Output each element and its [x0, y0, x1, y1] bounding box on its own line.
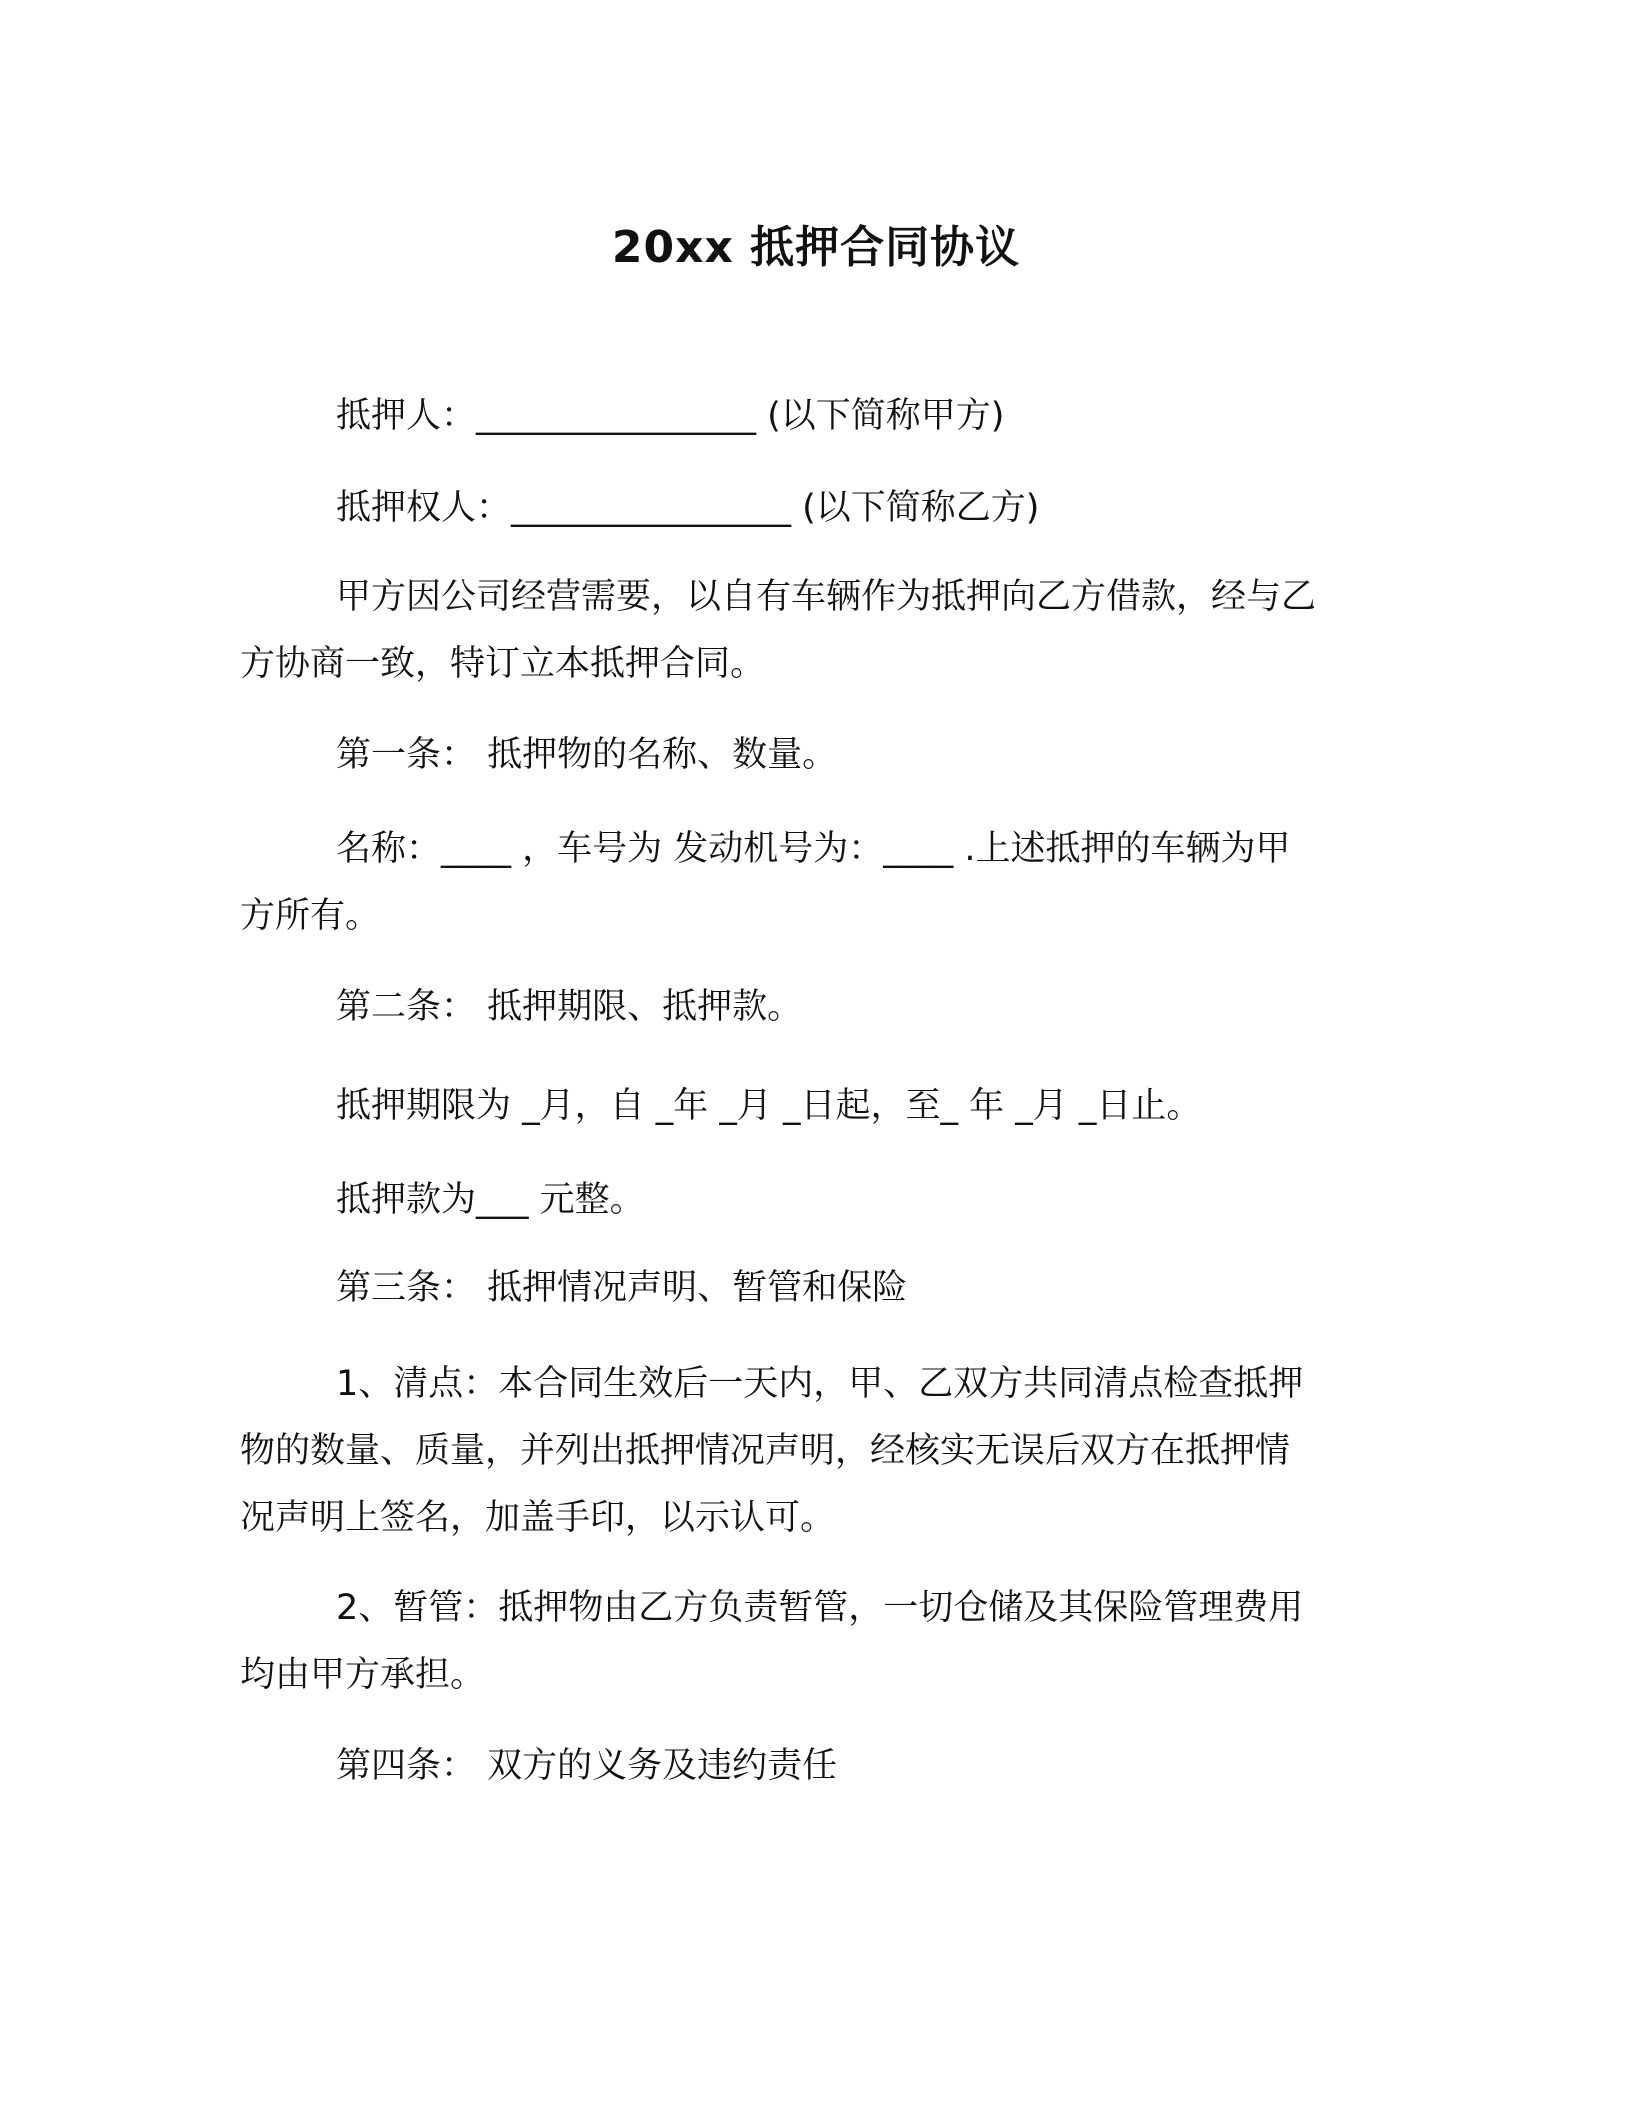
clause-1-line-2: 物的数量、质量，并列出抵押情况声明，经核实无误后双方在抵押情 — [240, 1431, 1291, 1471]
article-1-body-line-2: 方所有。 — [240, 896, 381, 936]
preamble-line-1: 甲方因公司经营需要，以自有车辆作为抵押向乙方借款，经与乙 — [336, 577, 1317, 617]
article-3-heading: 第三条： 抵押情况声明、暂管和保险 — [336, 1268, 908, 1308]
clause-1-line-1: 1、清点：本合同生效后一天内，甲、乙双方共同清点检查抵押 — [336, 1364, 1304, 1404]
clause-1-line-3: 况声明上签名，加盖手印，以示认可。 — [240, 1498, 836, 1538]
clause-2-line-1: 2、暂管：抵押物由乙方负责暂管，一切仓储及其保险管理费用 — [336, 1588, 1304, 1628]
preamble-line-2: 方协商一致，特订立本抵押合同。 — [240, 644, 766, 684]
clause-2-line-2: 均由甲方承担。 — [240, 1655, 486, 1695]
document-title: 20xx 抵押合同协议 — [611, 222, 1021, 273]
article-2-heading: 第二条： 抵押期限、抵押款。 — [336, 987, 803, 1027]
article-1-heading: 第一条： 抵押物的名称、数量。 — [336, 735, 838, 775]
article-1-body-line-1: 名称：____ ，车号为 发动机号为：____ .上述抵押的车辆为甲 — [336, 829, 1291, 869]
article-4-heading: 第四条： 双方的义务及违约责任 — [336, 1746, 838, 1786]
mortgagor-line: 抵押人：________________ (以下简称甲方) — [336, 396, 1005, 436]
mortgage-amount-line: 抵押款为___ 元整。 — [336, 1180, 645, 1220]
mortgage-term-line: 抵押期限为 _月，自 _年 _月 _日起，至_ 年 _月 _日止。 — [336, 1086, 1202, 1126]
mortgagee-line: 抵押权人：________________ (以下简称乙方) — [336, 488, 1040, 528]
